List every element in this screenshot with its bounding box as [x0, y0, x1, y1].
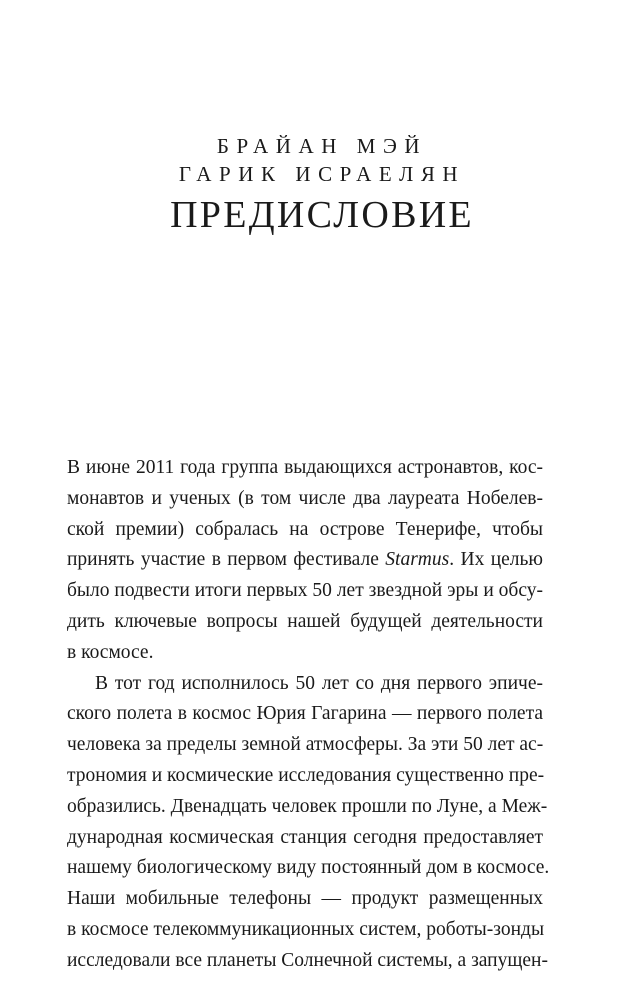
- text-line: было подвести итоги первых 50 лет звездной эры и обсу-: [67, 580, 543, 602]
- text-line: дить ключевые вопросы нашей будущей деятельности: [67, 610, 543, 632]
- text-line: В июне 2011 года группа выдающихся астронавтов, кос-: [67, 457, 543, 478]
- text-segment: . Их целью: [449, 549, 543, 571]
- text-line: В тот год исполнилось 50 лет со дня первого эпиче-: [95, 672, 543, 694]
- chapter-body: [67, 453, 550, 977]
- text-line: трономия и космические исследования существенно пре-: [67, 764, 545, 786]
- text-line: ского полета в космос Юрия Гагарина — первого полета: [67, 703, 543, 725]
- author-name-1: БРАЙАН МЭЙ: [216, 134, 428, 158]
- paragraph-1: [67, 453, 543, 669]
- text-line: Наши мобильные телефоны — продукт размещенных: [67, 888, 543, 910]
- text-line: монавтов и ученых (в том числе два лауреата Нобелев-: [67, 487, 543, 509]
- text-line: дународная космическая станция сегодня предоставляет: [67, 826, 543, 848]
- text-line: нашему биологическому виду постоянный дом в космосе.: [67, 857, 550, 879]
- author-name-2: ГАРИК ИСРАЕЛЯН: [178, 162, 466, 186]
- text-line: человека за пределы земной атмосферы. За эти 50 лет ас-: [67, 734, 544, 756]
- paragraph-2: [67, 669, 550, 977]
- text-line: в космосе телекоммуникационных систем, роботы-зонды: [67, 918, 545, 940]
- text-line: [67, 545, 543, 576]
- festival-name: Starmus: [385, 549, 450, 571]
- text-line: образились. Двенадцать человек прошли по Луне, а Меж-: [67, 795, 548, 817]
- text-segment: принять участие в первом фестивале: [67, 549, 386, 571]
- text-line: исследовали все планеты Солнечной системы, а запущен-: [67, 949, 548, 971]
- text-line: ской премии) собралась на острове Тенерифе, чтобы: [67, 518, 543, 540]
- chapter-title: ПРЕДИСЛОВИЕ: [170, 194, 474, 236]
- text-line: в космосе.: [67, 641, 154, 663]
